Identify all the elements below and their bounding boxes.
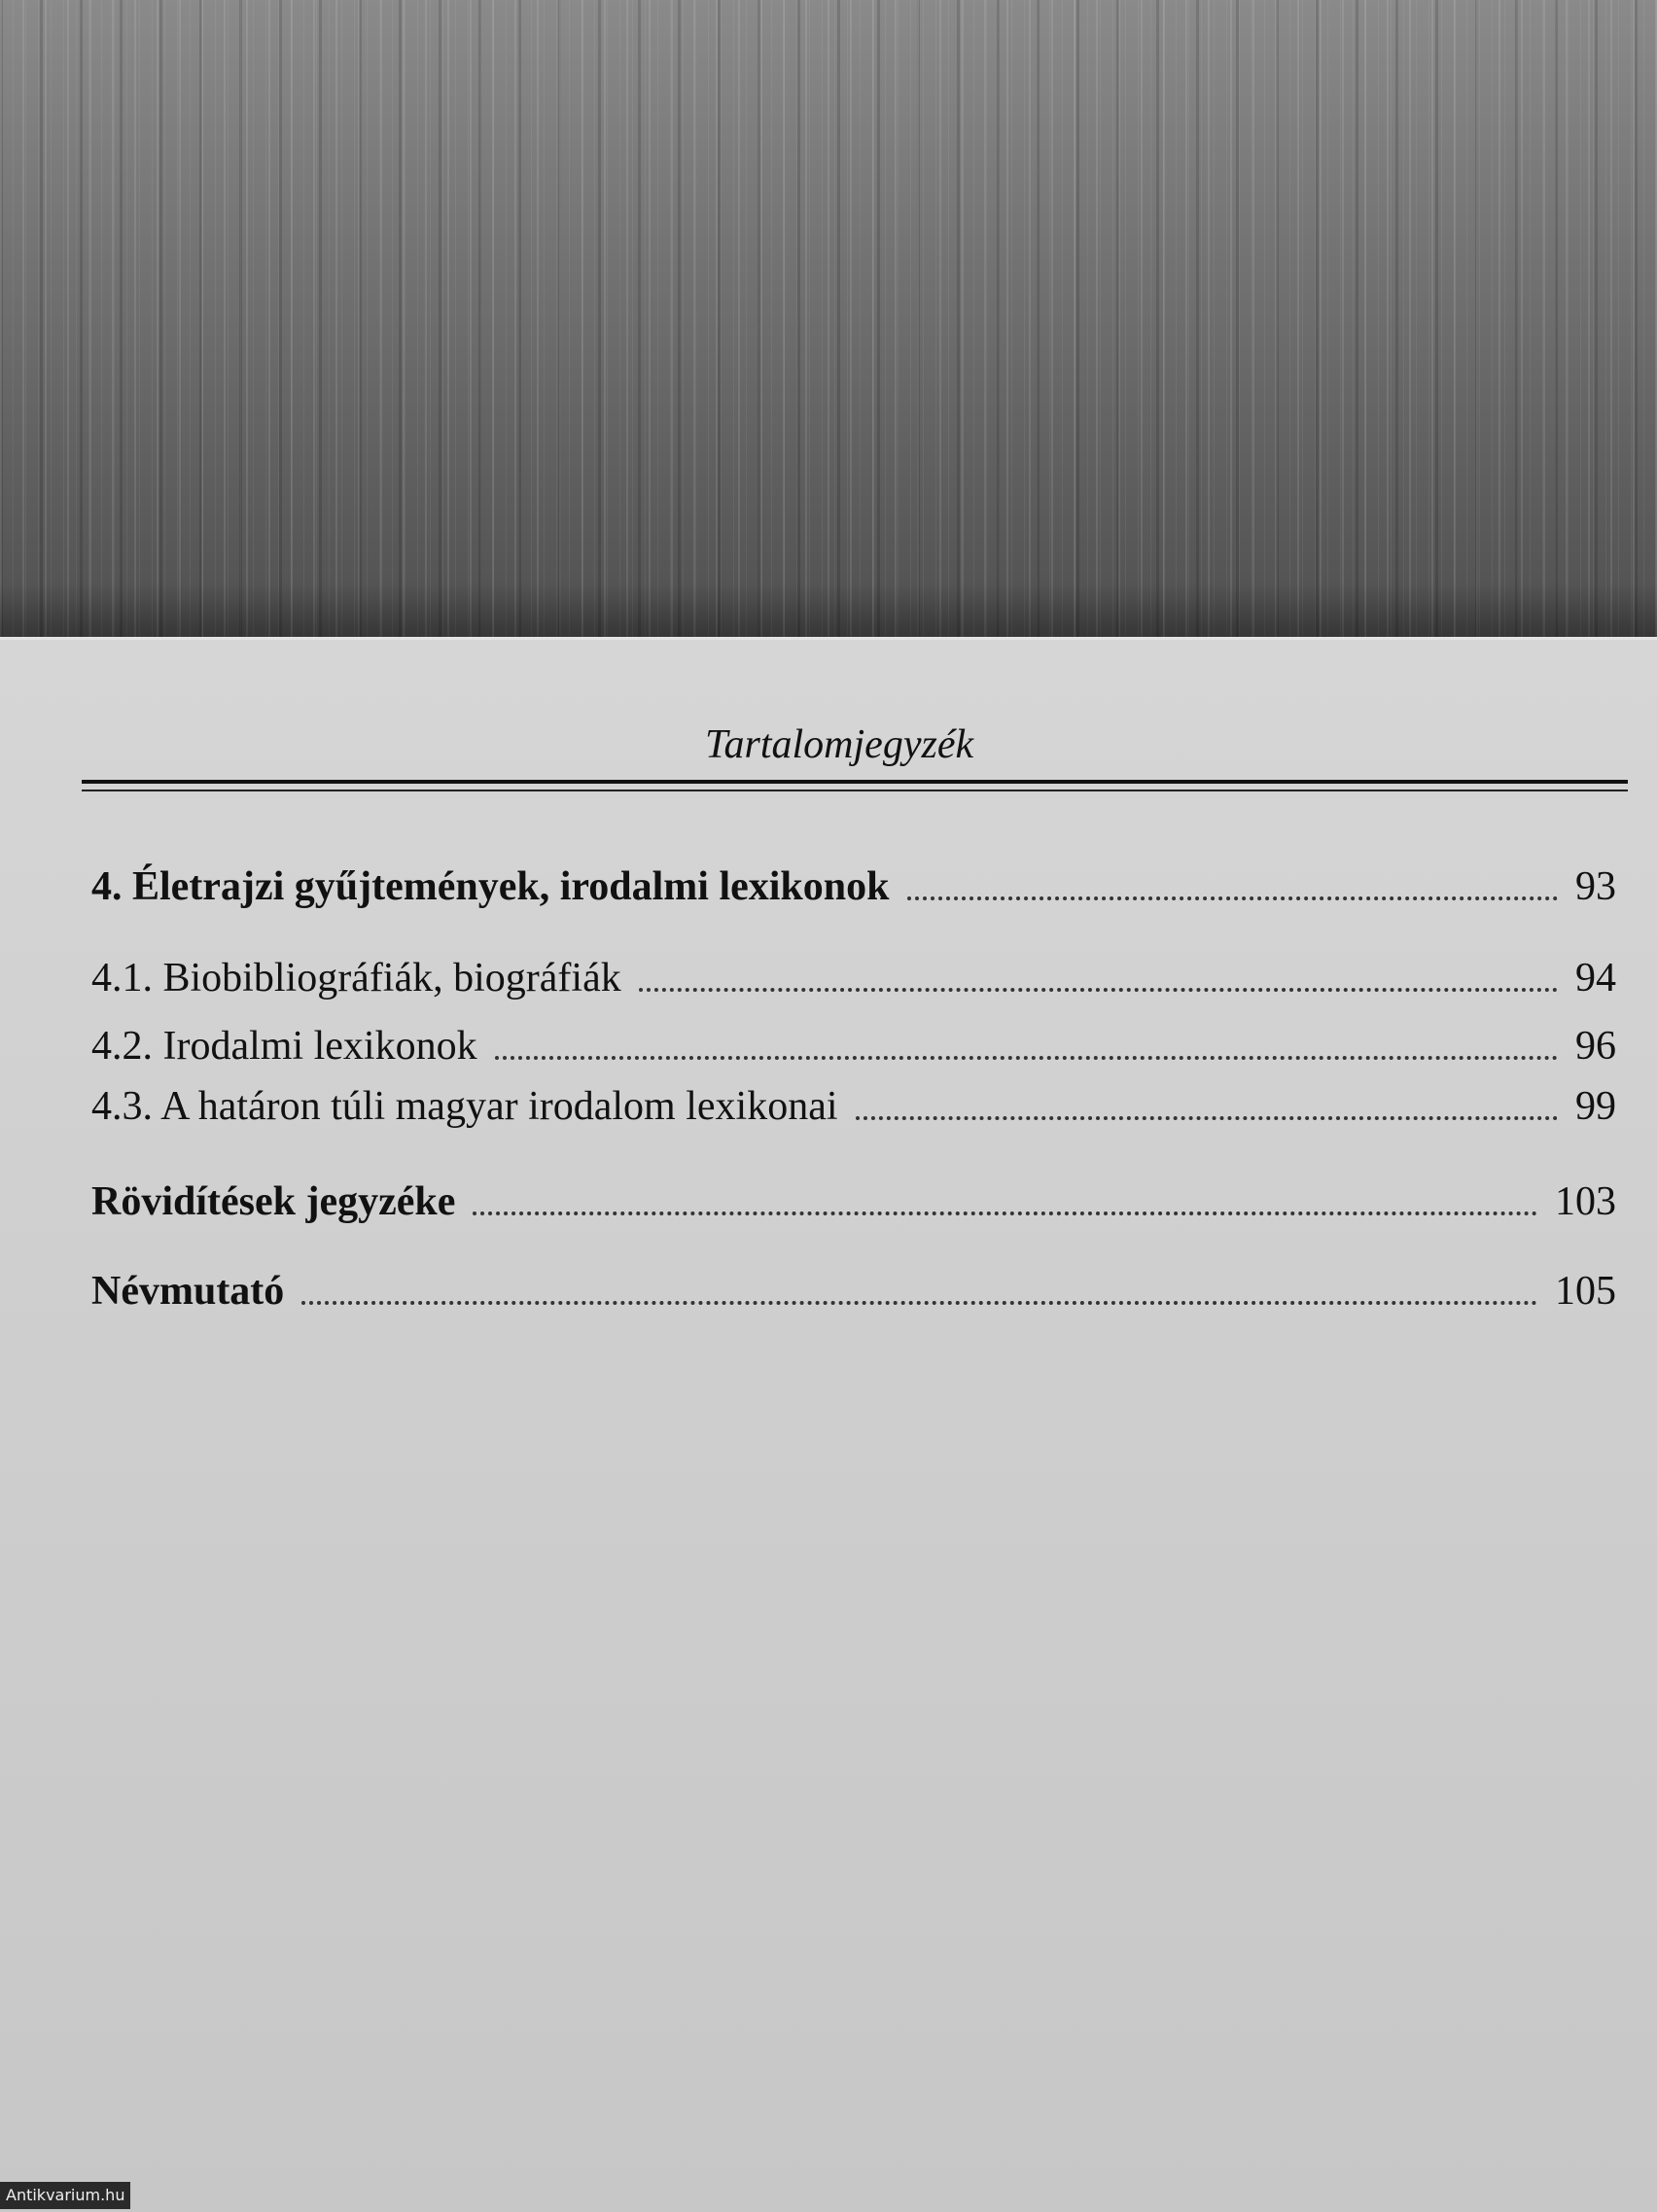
toc-entry-label: Névmutató: [91, 1269, 285, 1314]
dot-leader: [301, 1301, 1537, 1305]
toc-entry-4-3: [91, 1081, 1616, 1130]
toc-entry-4-1: [91, 953, 1616, 1001]
header-rule-thin: [82, 790, 1628, 791]
toc-entry-4-2: [91, 1021, 1616, 1070]
toc-entry-page: 93: [1575, 864, 1616, 909]
toc-entry-page: 99: [1575, 1084, 1616, 1129]
wood-table-background: [0, 0, 1657, 642]
dot-leader: [639, 988, 1558, 992]
toc-entry-chapter-4: [91, 861, 1616, 910]
watermark-label: Antikvarium.hu: [0, 2182, 130, 2209]
toc-entry-page: 105: [1555, 1269, 1616, 1314]
toc-entry-label: 4. Életrajzi gyűjtemények, irodalmi lexikonok: [91, 864, 890, 909]
toc-entry-label: 4.2. Irodalmi lexikonok: [91, 1024, 477, 1069]
toc-entry-page: 94: [1575, 956, 1616, 1001]
header-rule-thick: [82, 780, 1628, 784]
toc-entry-page: 103: [1555, 1179, 1616, 1224]
dot-leader: [473, 1211, 1537, 1215]
toc-entry-label: Rövidítések jegyzéke: [91, 1179, 456, 1224]
dot-leader: [907, 896, 1559, 900]
dot-leader: [495, 1056, 1558, 1060]
toc-entry-label: 4.3. A határon túli magyar irodalom lexikonai: [91, 1084, 838, 1129]
toc-entry-abbreviations: [91, 1176, 1616, 1225]
page-header-title: Tartalomjegyzék: [705, 722, 974, 767]
dot-leader: [856, 1116, 1558, 1120]
toc-entry-label: 4.1. Biobibliográfiák, biográfiák: [91, 956, 621, 1001]
toc-entry-name-index: [91, 1266, 1616, 1315]
toc-entry-page: 96: [1575, 1024, 1616, 1069]
page-edge-shadow: [0, 583, 1657, 642]
